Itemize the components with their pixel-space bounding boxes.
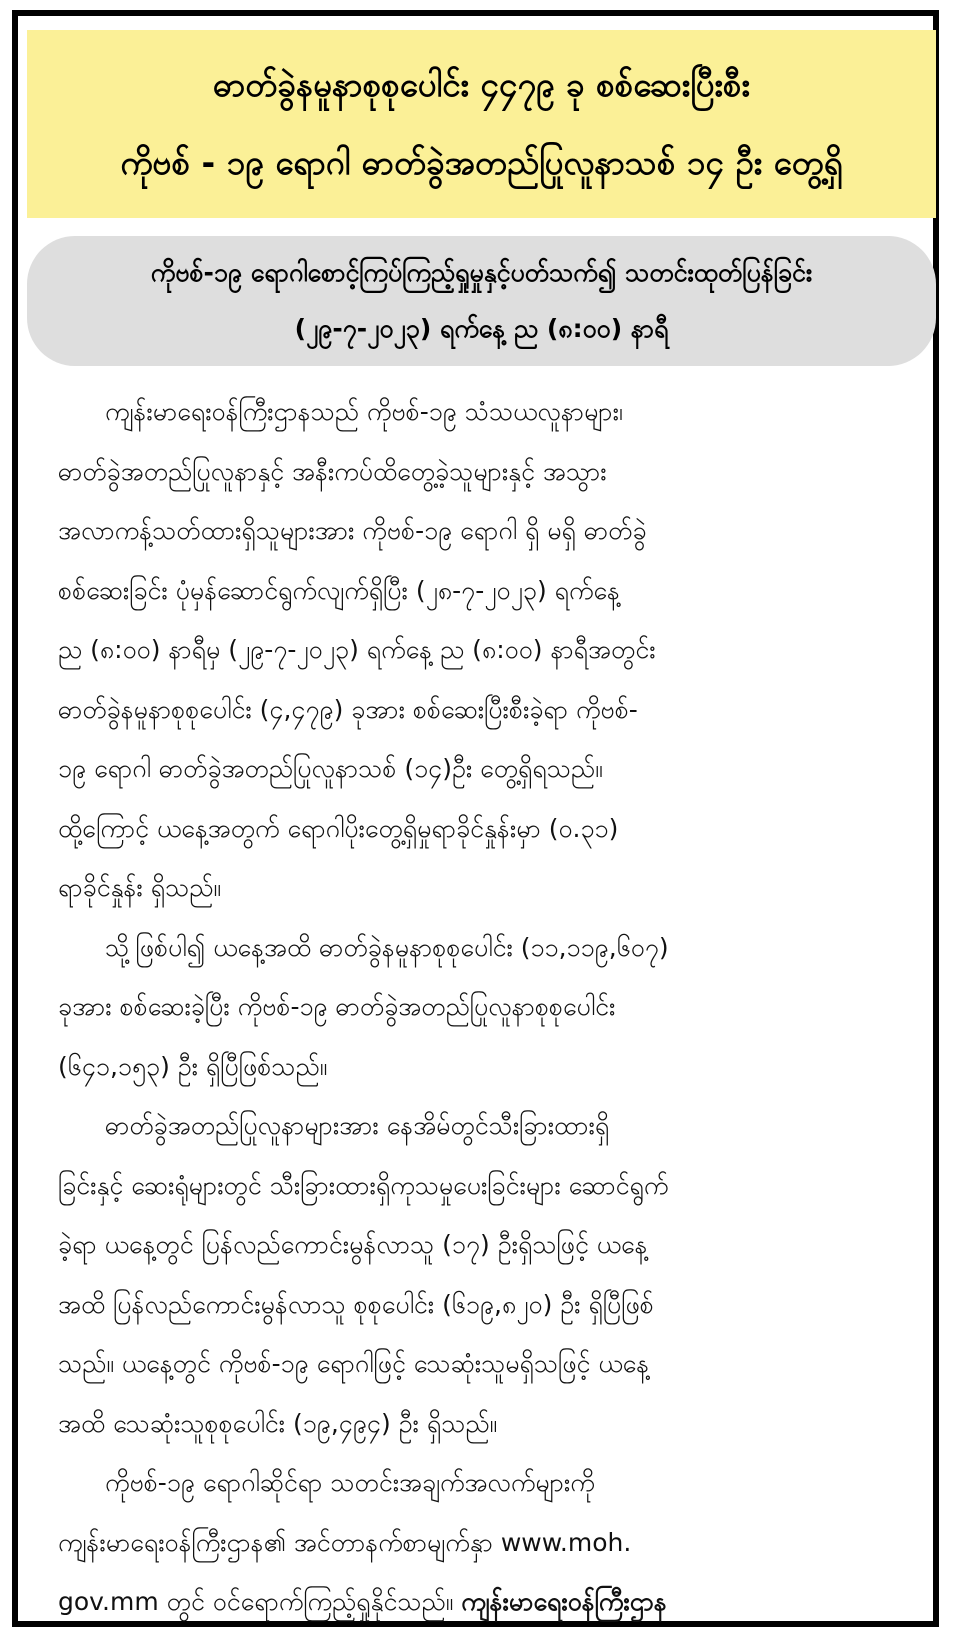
subheading-line-1: ကိုဗစ်-၁၉ ရောဂါစောင့်ကြပ်ကြည့်ရှုမှုနှင့်ပတ်သက်၍ သတင်းထုတ်ပြန်ခြင်း [150, 258, 813, 287]
body-line: ည (၈:၀၀) နာရီမှ (၂၉-၇-၂၀၂၃) ရက်နေ့ ည (၈:၀၀) နာရီအတွင်း [58, 635, 656, 664]
ministry-signature: ကျန်းမာရေးဝန်ကြီးဌာန [461, 1587, 667, 1616]
body-line: ရာခိုင်နှုန်း ရှိသည်။ [58, 873, 221, 902]
body-line: အလာကန့်သတ်ထားရှိသူများအား ကိုဗစ်-၁၉ ရောဂါ ရှိ မရှိ ဓာတ်ခွဲ [58, 516, 647, 545]
body-line: ကျန်းမာရေးဝန်ကြီးဌာန၏ အင်တာနက်စာမျက်နှာ www.moh. [58, 1527, 632, 1557]
body-line: ဓာတ်ခွဲအတည်ပြုလူနာများအား နေအိမ်တွင်သီးခြားထားရှိ [105, 1111, 610, 1140]
body-line: အထိ ပြန်လည်ကောင်းမွန်လာသူ စုစုပေါင်း (၆၁၉,၈၂၀) ဦး ရှိပြီဖြစ် [58, 1289, 654, 1319]
body-line: ကိုဗစ်-၁၉ ရောဂါဆိုင်ရာ သတင်းအချက်အလက်များကို [105, 1468, 595, 1497]
body-line: ၁၉ ရောဂါ ဓာတ်ခွဲအတည်ပြုလူနာသစ် (၁၄)ဦး တွေ့ရှိရသည်။ [58, 754, 603, 783]
article-body [58, 382, 932, 1632]
headline-banner [27, 30, 936, 218]
body-line: ဓာတ်ခွဲနမူနာစုစုပေါင်း (၄,၄၇၉) ခုအား စစ်ဆေးပြီးစီးခဲ့ရာ ကိုဗစ်- [58, 694, 638, 724]
headline-line-1: ဓာတ်ခွဲနမူနာစုစုပေါင်း ၄၄၇၉ ခု စစ်ဆေးပြီးစီး [213, 65, 750, 104]
headline-line-2: ကိုဗစ် - ၁၉ ရောဂါ ဓာတ်ခွဲအတည်ပြုလူနာသစ် ၁၄ ဦး တွေ့ရှိ [120, 143, 843, 182]
body-line: ဓာတ်ခွဲအတည်ပြုလူနာနှင့် အနီးကပ်ထိတွေ့ခဲ့သူများနှင့် အသွား [58, 456, 607, 486]
subheading-banner [27, 236, 936, 366]
subheading-date: (၂၉-၇-၂၀၂၃) ရက်နေ့ ည (၈:၀၀) နာရီ [294, 314, 669, 343]
body-line: ခဲ့ရာ ယနေ့တွင် ပြန်လည်ကောင်းမွန်လာသူ (၁၇) ဦးရှိသဖြင့် ယနေ့ [58, 1230, 648, 1259]
body-line: သို့ဖြစ်ပါ၍ ယနေ့အထိ ဓာတ်ခွဲနမူနာစုစုပေါင်း (၁၁,၁၁၉,၆၀၇) [105, 932, 669, 962]
body-line: (၆၄၁,၁၅၃) ဦး ရှိပြီဖြစ်သည်။ [58, 1051, 328, 1081]
body-line: အထိ သေဆုံးသူစုစုပေါင်း (၁၉,၄၉၄) ဦး ရှိသည်။ [58, 1408, 498, 1438]
body-line: ကျန်းမာရေးဝန်ကြီးဌာနသည် ကိုဗစ်-၁၉ သံသယလူနာများ၊ [105, 397, 623, 426]
body-line: စစ်ဆေးခြင်း ပုံမှန်ဆောင်ရွက်လျက်ရှိပြီး (၂၈-၇-၂၀၂၃) ရက်နေ့ [58, 575, 620, 605]
body-line-last [58, 1572, 932, 1632]
body-line: ခြင်းနှင့် ဆေးရုံများတွင် သီးခြားထားရှိကုသမှုပေးခြင်းများ ဆောင်ရွက် [58, 1170, 669, 1200]
body-line: သည်။ ယနေ့တွင် ကိုဗစ်-၁၉ ရောဂါဖြင့် သေဆုံးသူမရှိသဖြင့် ယနေ့ [58, 1349, 650, 1378]
body-line: ထို့ကြောင့် ယနေ့အတွက် ရောဂါပိုးတွေ့ရှိမှုရာခိုင်နှုန်းမှာ (၀.၃၁) [58, 813, 619, 843]
website-note: gov.mm တွင် ဝင်ရောက်ကြည့်ရှုနိုင်သည်။ [58, 1587, 454, 1616]
body-line: ခုအား စစ်ဆေးခဲ့ပြီး ကိုဗစ်-၁၉ ဓာတ်ခွဲအတည်ပြုလူနာစုစုပေါင်း [58, 992, 616, 1021]
